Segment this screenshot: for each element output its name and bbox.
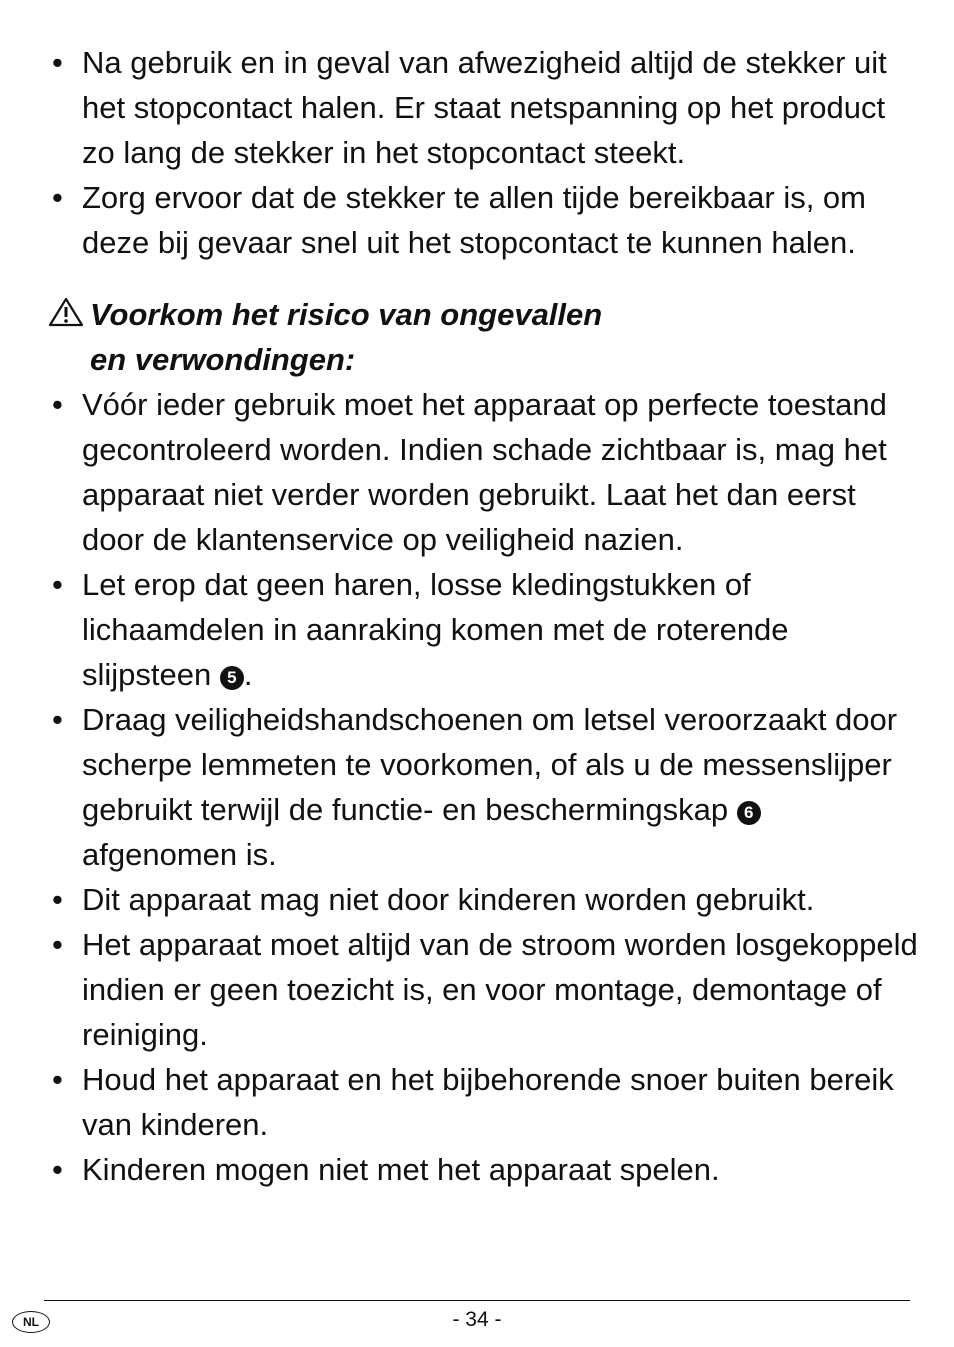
item-text: Zorg ervoor dat de stekker te allen tijde bereikbaar is, om deze bij gevaar snel uit het stopcontact te kunnen halen.	[82, 180, 866, 260]
list-item	[48, 877, 918, 922]
item-text: Dit apparaat mag niet door kinderen worden gebruikt.	[82, 882, 815, 917]
item-text: Het apparaat moet altijd van de stroom worden losgekoppeld indien er geen toezicht is, en voor montage, demontage of reiniging.	[82, 927, 918, 1052]
language-badge: NL	[12, 1311, 50, 1333]
part-reference-6: 6	[737, 801, 761, 825]
list-item	[48, 1057, 918, 1147]
bullet-icon: •	[52, 180, 63, 215]
item-text-end: .	[243, 657, 253, 692]
bullet-icon: •	[52, 45, 63, 80]
bullet-icon: •	[52, 1062, 63, 1097]
bullet-icon: •	[52, 927, 63, 962]
heading-line-2: en verwondingen:	[90, 342, 356, 377]
item-text: Houd het apparaat en het bijbehorende snoer buiten bereik van kinderen.	[82, 1062, 894, 1142]
item-text: Vóór ieder gebruik moet het apparaat op perfecte toestand gecontroleerd worden. Indien schade zichtbaar is, mag het apparaat niet verder worden gebruikt. Laat het dan eerst door de klantenservice op veiligheid nazien.	[82, 387, 887, 557]
page-number: - 34 -	[452, 1308, 502, 1331]
item-text: Draag veiligheidshandschoenen om letsel veroorzaakt door scherpe lemmeten te voorkomen, of als u de messenslijper gebruikt terwijl de functie- en beschermingskap	[82, 702, 898, 827]
section-heading	[48, 292, 808, 382]
safety-list-top	[48, 40, 918, 265]
item-text: Let erop dat geen haren, losse kledingstukken of lichaamdelen in aanraking komen met de roterende slijpsteen	[82, 567, 789, 692]
item-text: Kinderen mogen niet met het apparaat spelen.	[82, 1152, 720, 1187]
bullet-icon: •	[52, 702, 63, 737]
bullet-icon: •	[52, 567, 63, 602]
footer-divider	[44, 1300, 910, 1301]
list-item	[48, 175, 918, 265]
warning-triangle-icon	[48, 297, 84, 327]
list-item	[48, 1147, 918, 1192]
bullet-icon: •	[52, 387, 63, 422]
list-item	[48, 562, 918, 697]
list-item	[48, 922, 918, 1057]
item-text-end: afgenomen is.	[82, 837, 277, 872]
part-reference-5: 5	[220, 666, 244, 690]
list-item	[48, 697, 918, 877]
item-text: Na gebruik en in geval van afwezigheid altijd de stekker uit het stopcontact halen. Er staat netspanning op het product zo lang de stekker in het stopcontact steekt.	[82, 45, 887, 170]
list-item	[48, 40, 918, 175]
heading-line-1: Voorkom het risico van ongevallen	[90, 297, 603, 332]
bullet-icon: •	[52, 1152, 63, 1187]
list-item	[48, 382, 918, 562]
bullet-icon: •	[52, 882, 63, 917]
safety-list	[48, 382, 918, 1192]
